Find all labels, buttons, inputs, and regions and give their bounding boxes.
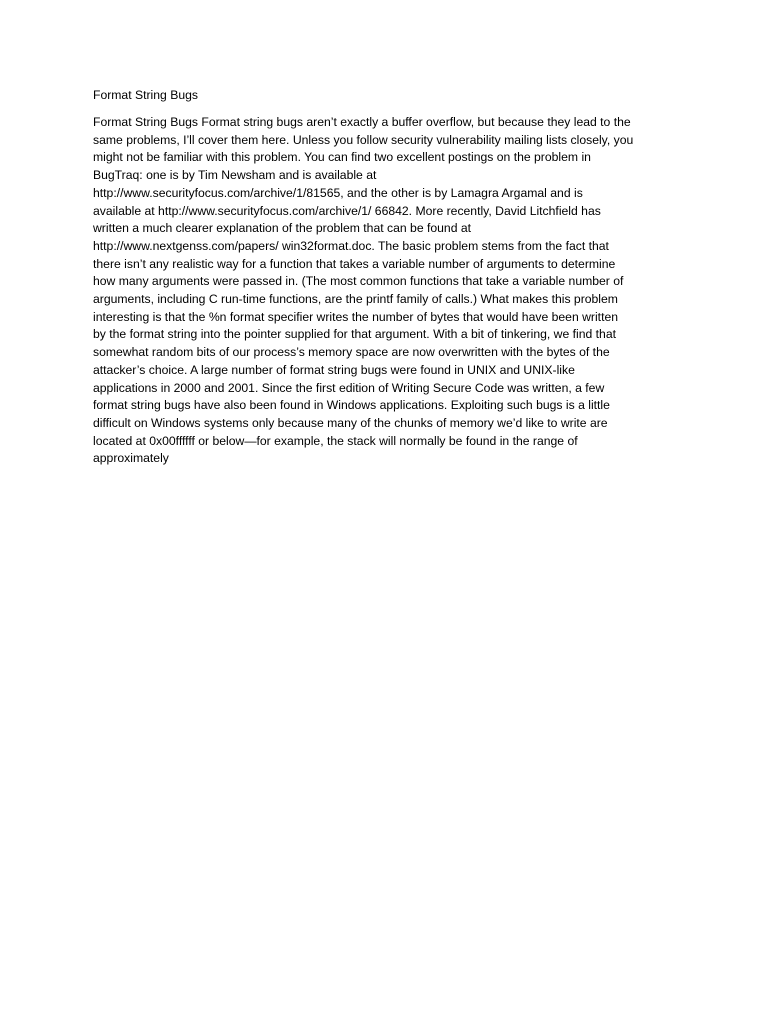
body-line: somewhat random bits of our process’s memory space are now overwritten with the bytes of the: [93, 345, 610, 360]
body-line: interesting is that the %n format specifier writes the number of bytes that would have been written: [93, 309, 619, 324]
body-line: difficult on Windows systems only because many of the chunks of memory we’d like to write are: [93, 415, 608, 430]
body-line: located at 0x00ffffff or below—for example, the stack will normally be found in the range of: [93, 433, 578, 448]
body-line: attacker’s choice. A large number of format string bugs were found in UNIX and UNIX-like: [93, 362, 575, 377]
body-line: http://www.securityfocus.com/archive/1/81565, and the other is by Lamagra Argamal and is: [93, 185, 583, 200]
body-line: http://www.nextgenss.com/papers/ win32format.doc. The basic problem stems from the fact that: [93, 238, 609, 253]
body-line: applications in 2000 and 2001. Since the first edition of Writing Secure Code was written, a few: [93, 380, 605, 395]
body-line: how many arguments were passed in. (The most common functions that take a variable number of: [93, 274, 624, 289]
body-line: written a much clearer explanation of the problem that can be found at: [93, 221, 472, 236]
body-line: Format String Bugs Format string bugs aren’t exactly a buffer overflow, but because they lead to the: [93, 115, 631, 129]
body-line: approximately: [93, 451, 169, 466]
body-line: arguments, including C run-time functions, are the printf family of calls.) What makes this problem: [93, 292, 618, 307]
body-line: might not be familiar with this problem. You can find two excellent postings on the problem in: [93, 150, 591, 165]
body-line: format string bugs have also been found in Windows applications. Exploiting such bugs is a little: [93, 398, 610, 413]
body-line: same problems, I’ll cover them here. Unless you follow security vulnerability mailing lists closely, you: [93, 132, 634, 147]
body-line: by the format string into the pointer supplied for that argument. With a bit of tinkering, we find that: [93, 327, 616, 342]
document-body: [93, 114, 683, 468]
body-line: there isn’t any realistic way for a function that takes a variable number of arguments to determine: [93, 256, 616, 271]
body-line: BugTraq: one is by Tim Newsham and is available at: [93, 168, 377, 183]
body-line: available at http://www.securityfocus.com/archive/1/ 66842. More recently, David Litchfield has: [93, 203, 601, 218]
document-title: Format String Bugs: [93, 88, 198, 102]
